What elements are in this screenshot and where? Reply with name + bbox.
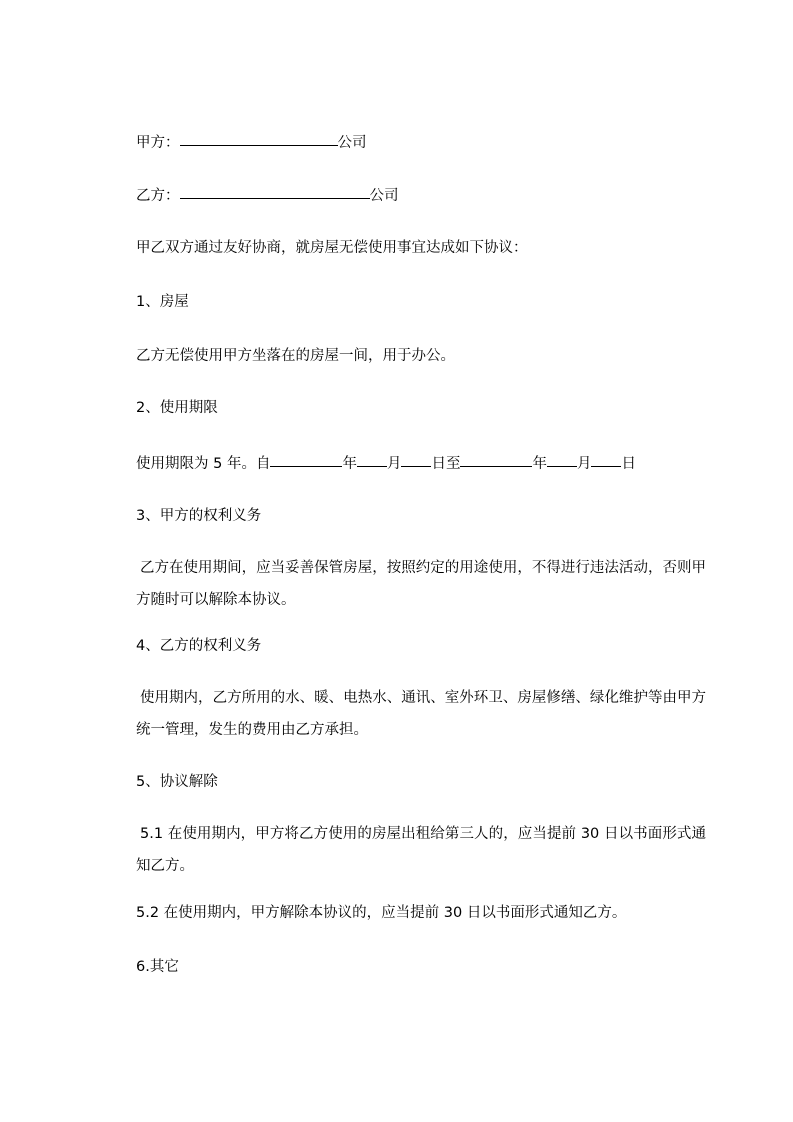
start-year-label: 年 [342, 456, 357, 472]
section-5-heading: 5、协议解除 [136, 774, 218, 790]
section-5-clause-2: 5.2 在使用期内，甲方解除本协议的，应当提前 30 日以书面形式通知乙方。 [136, 905, 627, 921]
end-month-blank[interactable] [547, 452, 577, 467]
end-day-label: 日 [621, 456, 636, 472]
party-a-line [136, 131, 367, 151]
end-year-blank[interactable] [460, 452, 532, 467]
party-a-label: 甲方： [136, 135, 180, 151]
section-5-clause-1: 5.1 在使用期内，甲方将乙方使用的房屋出租给第三人的，应当提前 30 日以书面形式通知乙方。 [136, 826, 706, 874]
section-3-body: 乙方在使用期间，应当妥善保管房屋，按照约定的用途使用，不得进行违法活动，否则甲方随时可以解除本协议。 [136, 560, 706, 608]
start-day-blank[interactable] [401, 452, 431, 467]
section-2-heading: 2、使用期限 [136, 400, 218, 416]
end-day-blank[interactable] [591, 452, 621, 467]
party-b-suffix: 公司 [369, 188, 399, 204]
intro-text: 甲乙双方通过友好协商，就房屋无偿使用事宜达成如下协议： [136, 240, 528, 256]
section-3-heading: 3、甲方的权利义务 [136, 508, 262, 524]
section-1-heading: 1、房屋 [136, 294, 189, 310]
section-4-body: 使用期内，乙方所用的水、暖、电热水、通讯、室外环卫、房屋修缮、绿化维护等由甲方统一管理，发生的费用由乙方承担。 [136, 690, 706, 738]
section-2-body [136, 452, 636, 472]
end-month-label: 月 [576, 456, 592, 472]
section-6-heading: 6.其它 [136, 959, 179, 975]
party-b-name-blank[interactable] [180, 184, 370, 199]
party-b-label: 乙方： [136, 188, 180, 204]
start-year-blank[interactable] [270, 452, 342, 467]
party-a-suffix: 公司 [337, 135, 367, 151]
party-b-line [136, 184, 399, 204]
end-year-label: 年 [532, 456, 547, 472]
start-month-blank[interactable] [357, 452, 387, 467]
party-a-name-blank[interactable] [180, 131, 338, 146]
term-prefix: 使用期限为 5 年。自 [136, 456, 271, 472]
section-1-body: 乙方无偿使用甲方坐落在的房屋一间，用于办公。 [136, 348, 455, 364]
start-month-label: 月 [386, 456, 402, 472]
start-day-label: 日至 [431, 456, 461, 472]
section-4-heading: 4、乙方的权利义务 [136, 638, 262, 654]
